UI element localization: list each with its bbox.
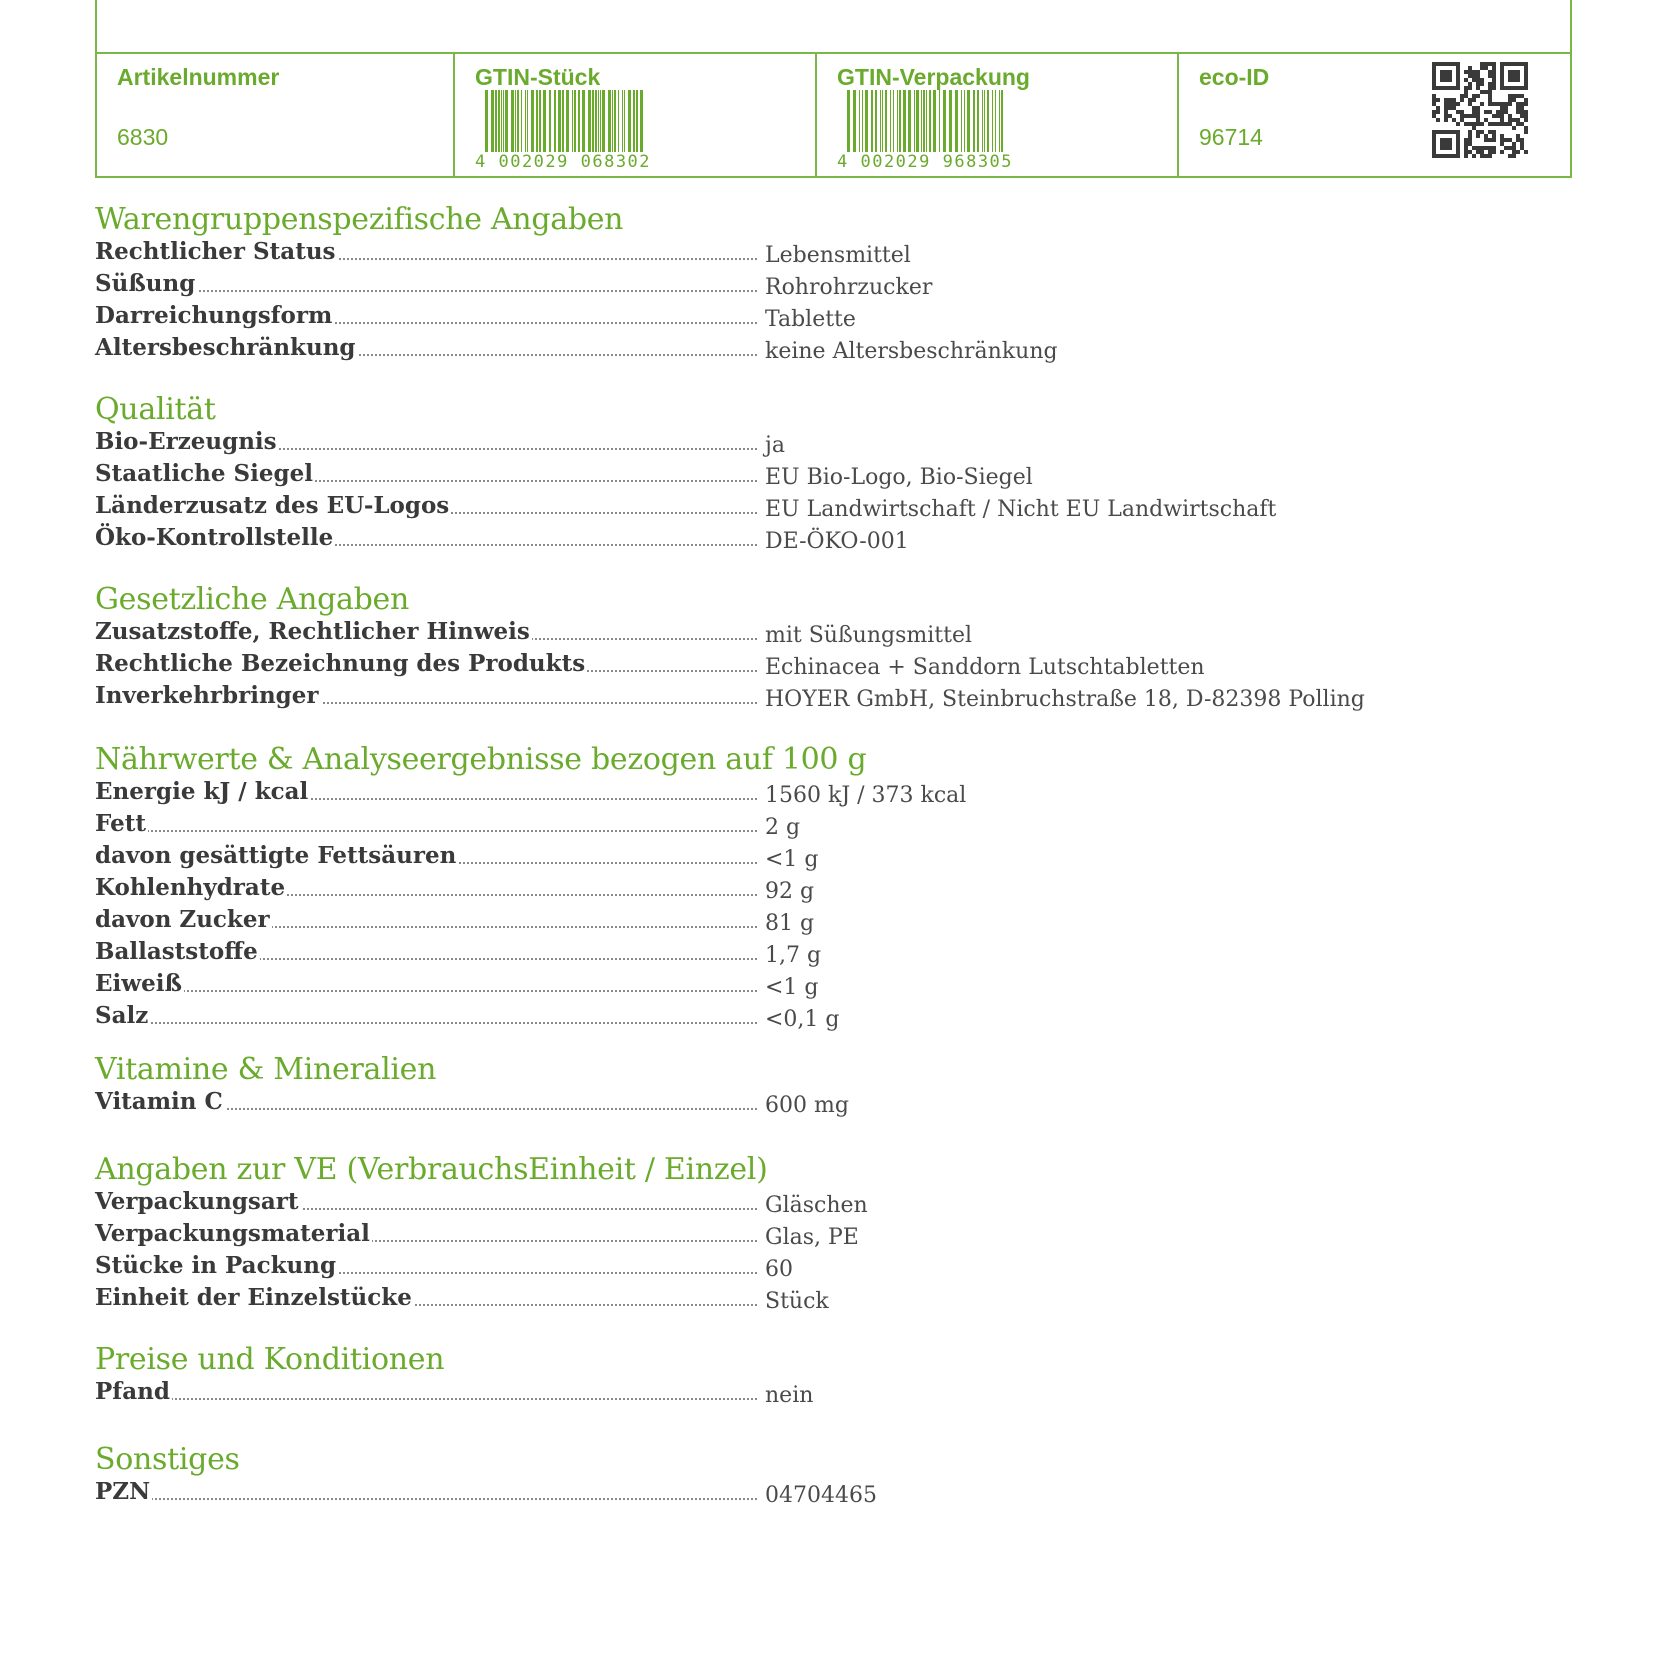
gtin-stueck-cell bbox=[455, 54, 817, 176]
qr-module bbox=[1456, 154, 1460, 158]
spec-label: Rechtliche Bezeichnung des Produkts bbox=[95, 650, 586, 677]
spec-section bbox=[95, 1052, 1495, 1120]
spec-value: 04704465 bbox=[765, 1483, 877, 1508]
spec-value: 81 g bbox=[765, 911, 815, 936]
barcode-bar bbox=[929, 90, 931, 152]
spec-row bbox=[95, 302, 1495, 334]
gtin-stueck-number: 4 002029 068302 bbox=[475, 152, 652, 172]
gtin-verpackung-label: GTIN-Verpackung bbox=[837, 64, 1030, 90]
barcode-bar bbox=[977, 90, 979, 152]
qr-module bbox=[1512, 154, 1516, 158]
section-title: Nährwerte & Analyseergebnisse bezogen auf 100 g bbox=[95, 742, 867, 777]
qr-module bbox=[1492, 150, 1496, 154]
barcode-bar bbox=[543, 90, 546, 152]
spec-row bbox=[95, 428, 1495, 460]
spec-label: Kohlenhydrate bbox=[95, 874, 286, 901]
spec-label: PZN bbox=[95, 1478, 151, 1505]
barcode-bar bbox=[961, 90, 962, 152]
spec-value: <1 g bbox=[765, 975, 819, 1000]
barcode-bar bbox=[539, 90, 541, 152]
barcode-bar bbox=[955, 90, 958, 152]
barcode-bar bbox=[558, 90, 561, 152]
qr-module bbox=[1468, 86, 1472, 90]
spec-row bbox=[95, 270, 1495, 302]
spec-label: Ballaststoffe bbox=[95, 938, 258, 965]
spec-label: Bio-Erzeugnis bbox=[95, 428, 277, 455]
spec-label: Inverkehrbringer bbox=[95, 682, 319, 709]
barcode-bar bbox=[501, 90, 502, 152]
section-title: Preise und Konditionen bbox=[95, 1342, 445, 1377]
artikelnummer-cell bbox=[97, 54, 455, 176]
gtin-verpackung-cell bbox=[817, 54, 1179, 176]
qr-module bbox=[1524, 102, 1528, 106]
barcode-bar bbox=[939, 90, 940, 152]
barcode-bar bbox=[521, 90, 522, 152]
spec-label: Einheit der Einzelstücke bbox=[95, 1284, 412, 1311]
spec-row bbox=[95, 1378, 1495, 1410]
spec-section bbox=[95, 1442, 1495, 1510]
qr-module bbox=[1480, 82, 1484, 86]
spec-value: mit Süßungsmittel bbox=[765, 623, 973, 648]
qr-module bbox=[1448, 146, 1452, 150]
barcode-bar bbox=[602, 90, 605, 152]
qr-module bbox=[1500, 150, 1504, 154]
spec-row bbox=[95, 938, 1495, 970]
spec-label: Eiweiß bbox=[95, 970, 182, 997]
spec-label: davon Zucker bbox=[95, 906, 270, 933]
barcode-bars bbox=[485, 90, 645, 152]
qr-module bbox=[1476, 94, 1480, 98]
spec-value: Stück bbox=[765, 1289, 829, 1314]
barcode-bar bbox=[982, 90, 983, 152]
qr-module bbox=[1524, 130, 1528, 134]
barcode-bar bbox=[495, 90, 497, 152]
spec-value: nein bbox=[765, 1383, 814, 1408]
barcode-bar bbox=[498, 90, 500, 152]
barcode-bar bbox=[566, 90, 569, 152]
barcode-bar bbox=[992, 90, 993, 152]
spec-value: ja bbox=[765, 433, 785, 458]
qr-module bbox=[1444, 118, 1448, 122]
artikelnummer-label: Artikelnummer bbox=[117, 64, 280, 90]
barcode-bars bbox=[847, 90, 1007, 152]
spec-section bbox=[95, 392, 1495, 556]
barcode-bar bbox=[847, 90, 850, 152]
qr-module bbox=[1524, 86, 1528, 90]
barcode-bar bbox=[964, 90, 965, 152]
spec-value: Tablette bbox=[765, 307, 856, 332]
qr-module bbox=[1436, 110, 1440, 114]
barcode-bar bbox=[897, 90, 898, 152]
barcode-bar bbox=[600, 90, 601, 152]
qr-module bbox=[1464, 154, 1468, 158]
spec-value: Gläschen bbox=[765, 1193, 868, 1218]
barcode-bar bbox=[923, 90, 925, 152]
spec-label: Vitamin C bbox=[95, 1088, 223, 1115]
barcode-bar bbox=[880, 90, 881, 152]
barcode-bar bbox=[987, 90, 989, 152]
barcode-bar bbox=[893, 90, 894, 152]
barcode-bar bbox=[967, 90, 970, 152]
spec-value: 600 mg bbox=[765, 1093, 849, 1118]
qr-module bbox=[1492, 138, 1496, 142]
spec-row bbox=[95, 682, 1495, 714]
spec-row bbox=[95, 842, 1495, 874]
barcode-bar bbox=[527, 90, 528, 152]
qr-module bbox=[1480, 102, 1484, 106]
qr-module bbox=[1512, 126, 1516, 130]
barcode-bar bbox=[885, 90, 887, 152]
spec-row bbox=[95, 1002, 1495, 1034]
spec-row bbox=[95, 874, 1495, 906]
spec-row bbox=[95, 1478, 1495, 1510]
barcode-bar bbox=[933, 90, 936, 152]
barcode-bar bbox=[525, 90, 526, 152]
qr-module bbox=[1456, 102, 1460, 106]
qr-module bbox=[1524, 150, 1528, 154]
dot-leader bbox=[95, 1022, 757, 1024]
spec-label: Süßung bbox=[95, 270, 196, 297]
spec-label: Zusatzstoffe, Rechtlicher Hinweis bbox=[95, 618, 530, 645]
spec-label: Staatliche Siegel bbox=[95, 460, 313, 487]
spec-label: Altersbeschränkung bbox=[95, 334, 356, 361]
spec-value: 60 bbox=[765, 1257, 793, 1282]
qr-module bbox=[1516, 150, 1520, 154]
barcode-bar bbox=[612, 90, 613, 152]
qr-module bbox=[1472, 98, 1476, 102]
spec-row bbox=[95, 1188, 1495, 1220]
barcode-bar bbox=[531, 90, 534, 152]
qr-module bbox=[1436, 98, 1440, 102]
qr-module bbox=[1460, 98, 1464, 102]
spec-row bbox=[95, 906, 1495, 938]
barcode-bar bbox=[562, 90, 564, 152]
eco-id-value: 96714 bbox=[1199, 124, 1263, 150]
spec-value: HOYER GmbH, Steinbruchstraße 18, D-82398 Polling bbox=[765, 687, 1365, 712]
barcode-bar bbox=[908, 90, 911, 152]
spec-row bbox=[95, 1252, 1495, 1284]
spec-value: <1 g bbox=[765, 847, 819, 872]
spec-row bbox=[95, 1088, 1495, 1120]
barcode-bar bbox=[628, 90, 631, 152]
spec-value: keine Altersbeschränkung bbox=[765, 339, 1058, 364]
spec-row bbox=[95, 810, 1495, 842]
spec-label: davon gesättigte Fettsäuren bbox=[95, 842, 457, 869]
dot-leader bbox=[95, 1398, 757, 1400]
spec-row bbox=[95, 970, 1495, 1002]
spec-row bbox=[95, 1220, 1495, 1252]
barcode-bar bbox=[926, 90, 927, 152]
spec-value: EU Landwirtschaft / Nicht EU Landwirtschaft bbox=[765, 497, 1277, 522]
qr-code-icon bbox=[1432, 62, 1530, 160]
qr-module bbox=[1456, 122, 1460, 126]
spec-label: Pfand bbox=[95, 1378, 170, 1405]
spec-value: Lebensmittel bbox=[765, 243, 911, 268]
dot-leader bbox=[95, 990, 757, 992]
spec-label: Rechtlicher Status bbox=[95, 238, 336, 265]
barcode-bar bbox=[554, 90, 556, 152]
spec-row bbox=[95, 492, 1495, 524]
product-id-header bbox=[95, 0, 1572, 178]
barcode-bar bbox=[903, 90, 906, 152]
barcode-bar bbox=[640, 90, 643, 152]
spec-label: Darreichungsform bbox=[95, 302, 333, 329]
spec-section bbox=[95, 202, 1495, 366]
artikelnummer-value: 6830 bbox=[117, 124, 169, 150]
qr-module bbox=[1508, 102, 1512, 106]
spec-row bbox=[95, 1284, 1495, 1316]
spec-value: 1,7 g bbox=[765, 943, 822, 968]
spec-section bbox=[95, 742, 1495, 1034]
gtin-verpackung-number: 4 002029 968305 bbox=[837, 152, 1014, 172]
spec-row bbox=[95, 618, 1495, 650]
spec-value: Echinacea + Sanddorn Lutschtabletten bbox=[765, 655, 1205, 680]
barcode-bar bbox=[582, 90, 585, 152]
spec-row bbox=[95, 778, 1495, 810]
barcode-bar bbox=[549, 90, 551, 152]
spec-label: Öko-Kontrollstelle bbox=[95, 524, 334, 551]
barcode-bar bbox=[914, 90, 915, 152]
barcode-bar bbox=[636, 90, 638, 152]
barcode-bar bbox=[588, 90, 591, 152]
spec-row bbox=[95, 524, 1495, 556]
spec-value: <0,1 g bbox=[765, 1007, 840, 1032]
qr-module bbox=[1480, 122, 1484, 126]
barcode-bar bbox=[574, 90, 576, 152]
spec-row bbox=[95, 238, 1495, 270]
eco-id-label: eco-ID bbox=[1199, 64, 1270, 90]
qr-module bbox=[1476, 134, 1480, 138]
barcode-bar bbox=[949, 90, 952, 152]
spec-row bbox=[95, 460, 1495, 492]
dot-leader bbox=[95, 830, 757, 832]
barcode-bar bbox=[999, 90, 1000, 152]
barcode-bar bbox=[921, 90, 922, 152]
qr-module bbox=[1488, 154, 1492, 158]
spec-value: 2 g bbox=[765, 815, 801, 840]
dot-leader bbox=[95, 1498, 757, 1500]
spec-label: Salz bbox=[95, 1002, 149, 1029]
barcode-bar bbox=[614, 90, 616, 152]
section-title: Warengruppenspezifische Angaben bbox=[95, 202, 624, 237]
section-title: Angaben zur VE (VerbrauchsEinheit / Einzel) bbox=[95, 1152, 768, 1187]
section-title: Qualität bbox=[95, 392, 216, 427]
qr-module bbox=[1448, 78, 1452, 82]
barcode-bar bbox=[505, 90, 508, 152]
barcode-bar bbox=[865, 90, 868, 152]
barcode-bar bbox=[916, 90, 919, 152]
spec-value: Rohrohrzucker bbox=[765, 275, 933, 300]
barcode-bar bbox=[624, 90, 625, 152]
barcode-bar bbox=[973, 90, 975, 152]
spec-value: Glas, PE bbox=[765, 1225, 859, 1250]
barcode-bar bbox=[622, 90, 623, 152]
barcode-bar bbox=[503, 90, 504, 152]
spec-value: 1560 kJ / 373 kcal bbox=[765, 783, 967, 808]
gtin-stueck-barcode bbox=[475, 90, 655, 174]
barcode-bar bbox=[853, 90, 856, 152]
spec-value: EU Bio-Logo, Bio-Siegel bbox=[765, 465, 1033, 490]
qr-module bbox=[1492, 86, 1496, 90]
spec-label: Verpackungsart bbox=[95, 1188, 299, 1215]
barcode-bar bbox=[899, 90, 901, 152]
spec-section bbox=[95, 582, 1495, 714]
barcode-bar bbox=[536, 90, 538, 152]
barcode-bar bbox=[943, 90, 946, 152]
qr-module bbox=[1524, 118, 1528, 122]
barcode-bar bbox=[572, 90, 573, 152]
barcode-bar bbox=[511, 90, 514, 152]
barcode-bar bbox=[875, 90, 877, 152]
section-title: Sonstiges bbox=[95, 1442, 240, 1477]
barcode-bar bbox=[618, 90, 619, 152]
spec-row bbox=[95, 650, 1495, 682]
spec-row bbox=[95, 334, 1495, 366]
gtin-verpackung-barcode bbox=[837, 90, 1017, 174]
barcode-bar bbox=[517, 90, 519, 152]
barcode-bar bbox=[862, 90, 863, 152]
barcode-bar bbox=[595, 90, 597, 152]
spec-label: Fett bbox=[95, 810, 146, 837]
barcode-bar bbox=[592, 90, 594, 152]
section-title: Vitamine & Mineralien bbox=[95, 1052, 437, 1087]
barcode-bar bbox=[995, 90, 996, 152]
qr-module bbox=[1516, 78, 1520, 82]
spec-label: Stücke in Packung bbox=[95, 1252, 337, 1279]
gtin-stueck-label: GTIN-Stück bbox=[475, 64, 601, 90]
spec-label: Länderzusatz des EU-Logos bbox=[95, 492, 450, 519]
barcode-bar bbox=[633, 90, 635, 152]
barcode-bar bbox=[882, 90, 883, 152]
spec-section bbox=[95, 1152, 1495, 1316]
qr-module bbox=[1472, 154, 1476, 158]
spec-label: Energie kJ / kcal bbox=[95, 778, 309, 805]
barcode-bar bbox=[859, 90, 860, 152]
spec-label: Verpackungsmaterial bbox=[95, 1220, 370, 1247]
barcode-bar bbox=[515, 90, 516, 152]
barcode-bar bbox=[984, 90, 985, 152]
barcode-bar bbox=[578, 90, 580, 152]
spec-section bbox=[95, 1342, 1495, 1410]
barcode-bar bbox=[871, 90, 873, 152]
barcode-bar bbox=[608, 90, 611, 152]
barcode-bar bbox=[491, 90, 494, 152]
qr-module bbox=[1456, 86, 1460, 90]
spec-value: 92 g bbox=[765, 879, 815, 904]
barcode-bar bbox=[890, 90, 891, 152]
barcode-bar bbox=[1001, 90, 1003, 152]
barcode-bar bbox=[485, 90, 488, 152]
barcode-bar bbox=[598, 90, 599, 152]
spec-value: DE-ÖKO-001 bbox=[765, 529, 909, 554]
section-title: Gesetzliche Angaben bbox=[95, 582, 409, 617]
qr-module bbox=[1436, 118, 1440, 122]
